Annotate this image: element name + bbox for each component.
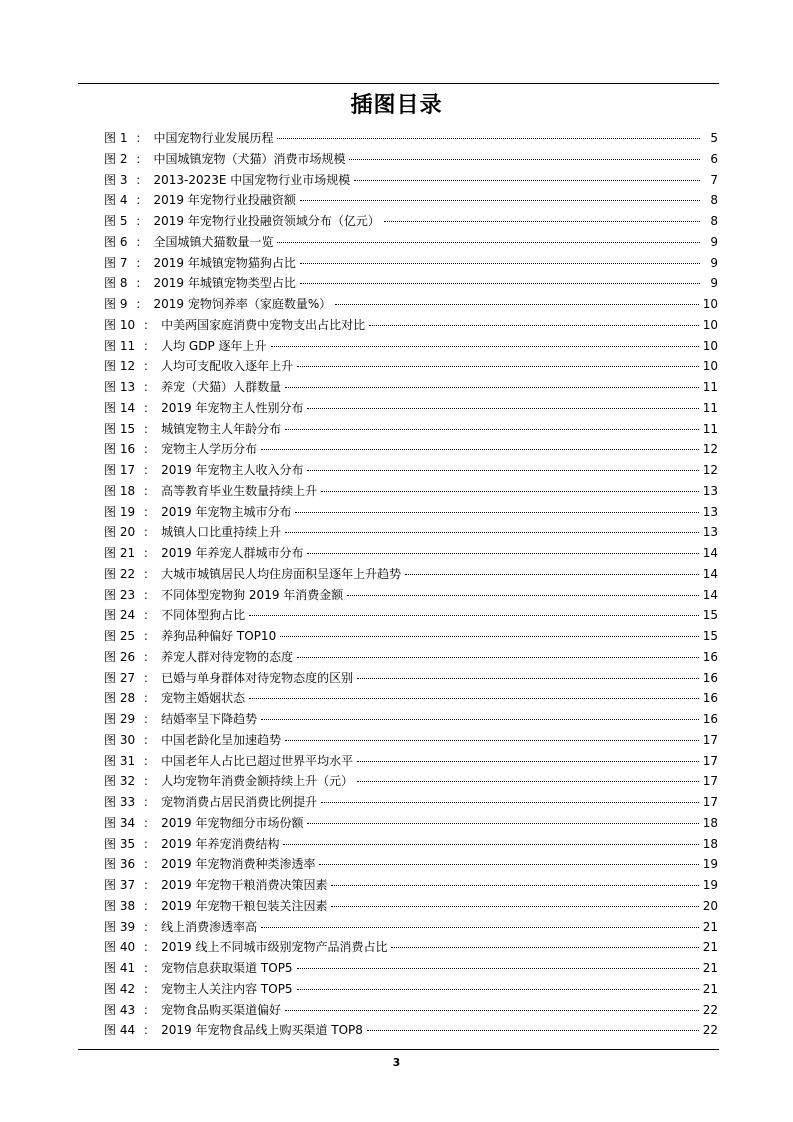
figure-title: 养宠人群对待宠物的态度 (161, 649, 294, 664)
figure-page-number: 10 (702, 297, 718, 311)
label-separator: ： (135, 255, 148, 270)
toc-entry[interactable] (104, 647, 718, 668)
toc-entry[interactable] (104, 792, 718, 813)
dot-leader (300, 282, 700, 284)
toc-entry[interactable] (104, 543, 718, 564)
figure-title: 2019 年宠物主城市分布 (161, 504, 292, 519)
figure-label: 图 16 (104, 442, 136, 457)
figure-label: 图 2 (104, 151, 128, 166)
figure-page-number: 9 (710, 276, 718, 291)
figure-page-number: 16 (702, 712, 718, 726)
header-rule (78, 83, 719, 84)
figure-label: 图 43 (104, 1002, 136, 1017)
figure-label: 图 25 (104, 629, 136, 643)
figure-title: 2013-2023E 中国宠物行业市场规模 (153, 172, 351, 187)
toc-entry[interactable] (104, 522, 718, 543)
figure-title: 中国老龄化呈加速趋势 (161, 732, 282, 747)
label-separator: ： (135, 276, 148, 291)
figure-title: 2019 年宠物主人性别分布 (161, 400, 304, 415)
dot-leader (357, 677, 699, 679)
dot-leader (391, 946, 698, 948)
figure-label: 图 20 (104, 525, 136, 540)
figure-page-number: 18 (702, 815, 718, 830)
toc-entry[interactable] (104, 709, 718, 730)
label-separator: ： (143, 753, 156, 768)
label-separator: ： (143, 525, 156, 540)
figure-title: 人均 GDP 逐年上升 (161, 338, 267, 353)
figure-label: 图 9 (104, 297, 128, 311)
toc-entry[interactable] (104, 273, 718, 294)
toc-entry[interactable] (104, 958, 718, 979)
figure-page-number: 21 (702, 919, 718, 934)
label-separator: ： (143, 546, 156, 560)
toc-entry[interactable] (104, 481, 718, 502)
figure-page-number: 21 (702, 940, 718, 955)
figure-page-number: 15 (702, 608, 718, 623)
label-separator: ： (143, 317, 156, 332)
dot-leader (300, 262, 700, 264)
toc-entry[interactable] (104, 917, 718, 938)
figure-title: 宠物信息获取渠道 TOP5 (161, 961, 293, 975)
figure-label: 图 17 (104, 463, 136, 477)
dot-leader (249, 614, 699, 616)
figure-title: 宠物食品购买渠道偏好 (161, 1002, 282, 1017)
figure-label: 图 42 (104, 981, 136, 996)
label-separator: ： (143, 795, 156, 809)
figure-title: 2019 年宠物食品线上购买渠道 TOP8 (161, 1023, 363, 1038)
dot-leader (357, 760, 699, 762)
figure-title: 2019 年宠物干粮消费决策因素 (161, 878, 328, 892)
dot-leader (261, 718, 699, 720)
toc-entry[interactable] (104, 813, 718, 834)
label-separator: ： (143, 691, 156, 706)
figure-page-number: 21 (702, 981, 718, 996)
figure-page-number: 11 (702, 421, 718, 436)
figure-page-number: 9 (710, 255, 718, 270)
figure-title: 宠物主人关注内容 TOP5 (161, 981, 293, 996)
label-separator: ： (143, 1002, 156, 1017)
figure-title: 人均宠物年消费金额持续上升（元） (161, 774, 354, 789)
label-separator: ： (135, 131, 148, 145)
dot-leader (277, 241, 700, 243)
figure-label: 图 3 (104, 172, 128, 187)
figure-label: 图 12 (104, 359, 136, 374)
toc-entry[interactable] (104, 896, 718, 917)
figure-title: 中国城镇宠物（犬猫）消费市场规模 (153, 151, 346, 166)
label-separator: ： (135, 297, 148, 311)
dot-leader (335, 303, 698, 305)
toc-entry[interactable] (104, 834, 718, 855)
dot-leader (307, 407, 698, 409)
label-separator: ： (143, 857, 156, 872)
figure-title: 2019 年养宠人群城市分布 (161, 546, 304, 560)
figure-page-number: 21 (702, 961, 718, 975)
dot-leader (285, 739, 699, 741)
dot-leader (331, 905, 698, 907)
label-separator: ： (143, 566, 156, 581)
toc-entry[interactable] (104, 1020, 718, 1041)
toc-entry[interactable] (104, 253, 718, 274)
figure-label: 图 29 (104, 712, 136, 726)
figure-label: 图 5 (104, 214, 128, 228)
figure-page-number: 22 (702, 1023, 718, 1038)
figure-label: 图 14 (104, 400, 136, 415)
figure-title: 2019 年宠物干粮包装关注因素 (161, 898, 328, 913)
figure-page-number: 22 (702, 1002, 718, 1017)
figure-label: 图 7 (104, 255, 128, 270)
figure-page-number: 16 (702, 649, 718, 664)
figure-title: 2019 线上不同城市级别宠物产品消费占比 (161, 940, 388, 955)
label-separator: ： (135, 172, 148, 187)
figure-label: 图 34 (104, 815, 136, 830)
figure-label: 图 37 (104, 878, 136, 892)
figure-label: 图 8 (104, 276, 128, 291)
figure-page-number: 17 (702, 774, 718, 789)
label-separator: ： (143, 732, 156, 747)
figure-title: 城镇人口比重持续上升 (161, 525, 282, 540)
toc-entry[interactable] (104, 460, 718, 481)
figure-label: 图 6 (104, 234, 128, 249)
figure-page-number: 16 (702, 670, 718, 685)
label-separator: ： (143, 815, 156, 830)
figure-title: 结婚率呈下降趋势 (161, 712, 258, 726)
toc-entry[interactable] (104, 315, 718, 336)
figure-title: 中国宠物行业发展历程 (153, 131, 274, 145)
figure-page-number: 14 (702, 566, 718, 581)
label-separator: ： (135, 234, 148, 249)
toc-entry[interactable] (104, 564, 718, 585)
dot-leader (261, 926, 699, 928)
figure-label: 图 27 (104, 670, 136, 685)
figure-page-number: 9 (710, 234, 718, 249)
toc-entry[interactable] (104, 626, 718, 647)
figure-label: 图 44 (104, 1023, 136, 1038)
figure-page-number: 19 (702, 878, 718, 892)
label-separator: ： (143, 338, 156, 353)
figure-page-number: 17 (702, 753, 718, 768)
figure-label: 图 18 (104, 483, 136, 498)
toc-entry[interactable] (104, 979, 718, 1000)
toc-entry[interactable] (104, 854, 718, 875)
toc-entry[interactable] (104, 149, 718, 170)
dot-leader (261, 448, 699, 450)
label-separator: ： (143, 400, 156, 415)
figure-title: 中美两国家庭消费中宠物支出占比对比 (161, 317, 366, 332)
dot-leader (283, 843, 698, 845)
figure-page-number: 7 (710, 172, 718, 187)
figure-title: 2019 年宠物行业投融资领域分布（亿元） (153, 214, 380, 228)
dot-leader (369, 324, 699, 326)
figure-title: 2019 年城镇宠物猫狗占比 (153, 255, 296, 270)
dot-leader (297, 967, 699, 969)
dot-leader (354, 179, 700, 181)
toc-entry[interactable] (104, 356, 718, 377)
label-separator: ： (143, 649, 156, 664)
dot-leader (297, 365, 699, 367)
dot-leader (321, 490, 699, 492)
toc-entry[interactable] (104, 439, 718, 460)
dot-leader (321, 801, 699, 803)
figure-page-number: 16 (702, 691, 718, 706)
label-separator: ： (143, 878, 156, 892)
figure-title: 线上消费渗透率高 (161, 919, 258, 934)
figure-label: 图 1 (104, 131, 128, 145)
figure-label: 图 11 (104, 338, 136, 353)
label-separator: ： (143, 774, 156, 789)
figure-label: 图 13 (104, 380, 136, 394)
dot-leader (285, 1009, 699, 1011)
toc-entry[interactable] (104, 668, 718, 689)
label-separator: ： (143, 359, 156, 374)
dot-leader (295, 511, 698, 513)
dot-leader (285, 428, 699, 430)
toc-entry[interactable] (104, 688, 718, 709)
figure-page-number: 13 (702, 504, 718, 519)
label-separator: ： (143, 629, 156, 643)
toc-entry[interactable] (104, 419, 718, 440)
dot-leader (280, 635, 699, 637)
figure-page-number: 10 (702, 317, 718, 332)
figure-page-number: 14 (702, 587, 718, 602)
figure-page-number: 10 (702, 338, 718, 353)
dot-leader (357, 780, 699, 782)
figure-title: 中国老年人占比已超过世界平均水平 (161, 753, 354, 768)
figure-title: 宠物主婚姻状态 (161, 691, 246, 706)
page-number: 3 (392, 1056, 401, 1069)
figure-title: 2019 年宠物消费种类渗透率 (161, 857, 316, 872)
toc-entry[interactable] (104, 751, 718, 772)
figure-label: 图 30 (104, 732, 136, 747)
label-separator: ： (143, 463, 156, 477)
figure-page-number: 17 (702, 732, 718, 747)
figure-title: 2019 年宠物主人收入分布 (161, 463, 304, 477)
dot-leader (307, 822, 698, 824)
figure-page-number: 14 (702, 546, 718, 560)
dot-leader (349, 158, 700, 160)
label-separator: ： (135, 151, 148, 166)
toc-entry[interactable] (104, 128, 718, 149)
figure-title: 2019 年养宠消费结构 (161, 836, 280, 851)
figure-label: 图 19 (104, 504, 136, 519)
label-separator: ： (135, 193, 148, 208)
figure-label: 图 23 (104, 587, 136, 602)
figure-page-number: 20 (702, 898, 718, 913)
figure-label: 图 24 (104, 608, 136, 623)
figure-label: 图 32 (104, 774, 136, 789)
figure-label: 图 40 (104, 940, 136, 955)
figure-label: 图 4 (104, 193, 128, 208)
figure-page-number: 12 (702, 442, 718, 457)
figure-page-number: 6 (710, 151, 718, 166)
figure-page-number: 18 (702, 836, 718, 851)
label-separator: ： (135, 214, 148, 228)
figure-page-number: 13 (702, 525, 718, 540)
dot-leader (297, 988, 699, 990)
label-separator: ： (143, 608, 156, 623)
label-separator: ： (143, 712, 156, 726)
toc-entry[interactable] (104, 232, 718, 253)
figure-title: 养宠（犬猫）人群数量 (161, 380, 282, 394)
figure-label: 图 15 (104, 421, 136, 436)
dot-leader (384, 220, 700, 222)
toc-entry[interactable] (104, 730, 718, 751)
figure-title: 已婚与单身群体对待宠物态度的区别 (161, 670, 354, 685)
toc-entry[interactable] (104, 875, 718, 896)
figure-page-number: 8 (710, 193, 718, 208)
figure-title: 2019 年城镇宠物类型占比 (153, 276, 296, 291)
figure-page-number: 8 (710, 214, 718, 228)
dot-leader (319, 863, 698, 865)
figure-list (104, 128, 718, 1041)
dot-leader (300, 199, 700, 201)
toc-entry[interactable] (104, 294, 718, 315)
figure-title: 不同体型狗占比 (161, 608, 246, 623)
label-separator: ： (143, 919, 156, 934)
label-separator: ： (143, 587, 156, 602)
toc-entry[interactable] (104, 585, 718, 606)
label-separator: ： (143, 940, 156, 955)
figure-title: 宠物主人学历分布 (161, 442, 258, 457)
dot-leader (271, 345, 699, 347)
dot-leader (405, 573, 699, 575)
figure-page-number: 13 (702, 483, 718, 498)
label-separator: ： (143, 442, 156, 457)
footer-rule (78, 1049, 719, 1050)
label-separator: ： (143, 504, 156, 519)
toc-entry[interactable] (104, 502, 718, 523)
label-separator: ： (143, 1023, 156, 1038)
toc-entry[interactable] (104, 377, 718, 398)
figure-page-number: 15 (702, 629, 718, 643)
toc-entry[interactable] (104, 398, 718, 419)
page-title: 插图目录 (350, 93, 443, 118)
toc-entry[interactable] (104, 211, 718, 232)
label-separator: ： (143, 380, 156, 394)
toc-entry[interactable] (104, 605, 718, 626)
dot-leader (307, 552, 698, 554)
figure-page-number: 12 (702, 463, 718, 477)
figure-label: 图 41 (104, 961, 136, 975)
toc-entry[interactable] (104, 336, 718, 357)
figure-title: 大城市城镇居民人均住房面积呈逐年上升趋势 (161, 566, 402, 581)
figure-page-number: 11 (702, 380, 718, 394)
figure-title: 养狗品种偏好 TOP10 (161, 629, 277, 643)
figure-label: 图 22 (104, 566, 136, 581)
label-separator: ： (143, 836, 156, 851)
dot-leader (297, 656, 699, 658)
figure-page-number: 5 (710, 131, 718, 145)
label-separator: ： (143, 981, 156, 996)
figure-label: 图 10 (104, 317, 136, 332)
figure-label: 图 21 (104, 546, 136, 560)
dot-leader (285, 386, 699, 388)
dot-leader (307, 469, 698, 471)
figure-page-number: 11 (702, 400, 718, 415)
figure-title: 全国城镇犬猫数量一览 (153, 234, 274, 249)
label-separator: ： (143, 421, 156, 436)
toc-entry[interactable] (104, 771, 718, 792)
figure-title: 2019 宠物饲养率（家庭数量%） (153, 297, 332, 311)
dot-leader (249, 697, 699, 699)
label-separator: ： (143, 898, 156, 913)
figure-label: 图 26 (104, 649, 136, 664)
dot-leader (277, 137, 700, 139)
figure-title: 人均可支配收入逐年上升 (161, 359, 294, 374)
figure-page-number: 19 (702, 857, 718, 872)
figure-page-number: 17 (702, 795, 718, 809)
figure-title: 城镇宠物主人年龄分布 (161, 421, 282, 436)
figure-label: 图 39 (104, 919, 136, 934)
dot-leader (285, 531, 699, 533)
toc-entry[interactable] (104, 170, 718, 191)
figure-label: 图 36 (104, 857, 136, 872)
label-separator: ： (143, 670, 156, 685)
figure-page-number: 10 (702, 359, 718, 374)
figure-label: 图 31 (104, 753, 136, 768)
label-separator: ： (143, 483, 156, 498)
dot-leader (331, 884, 698, 886)
figure-title: 2019 年宠物行业投融资额 (153, 193, 296, 208)
figure-title: 2019 年宠物细分市场份额 (161, 815, 304, 830)
dot-leader (347, 594, 698, 596)
figure-title: 宠物消费占居民消费比例提升 (161, 795, 318, 809)
toc-entry[interactable] (104, 937, 718, 958)
figure-label: 图 33 (104, 795, 136, 809)
figure-label: 图 28 (104, 691, 136, 706)
toc-entry[interactable] (104, 190, 718, 211)
figure-label: 图 38 (104, 898, 136, 913)
toc-entry[interactable] (104, 1000, 718, 1021)
label-separator: ： (143, 961, 156, 975)
figure-label: 图 35 (104, 836, 136, 851)
figure-title: 高等教育毕业生数量持续上升 (161, 483, 318, 498)
figure-title: 不同体型宠物狗 2019 年消费金额 (161, 587, 344, 602)
dot-leader (367, 1029, 699, 1031)
